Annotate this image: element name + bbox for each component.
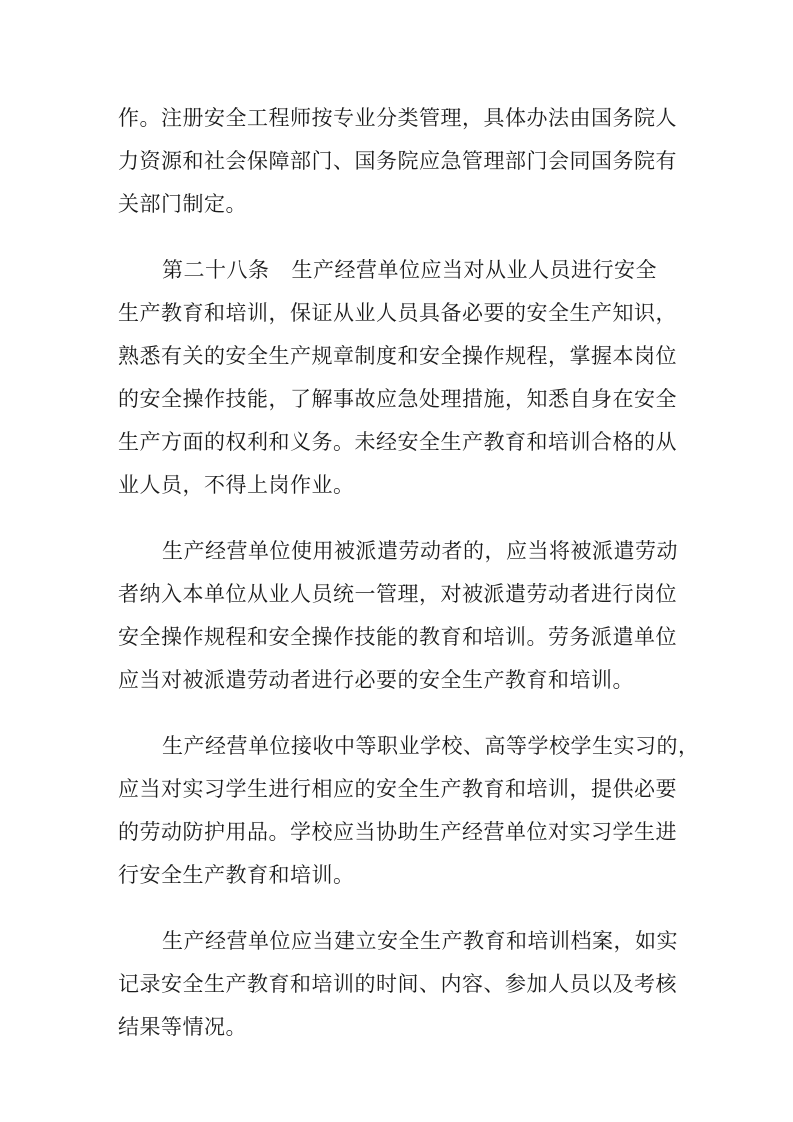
text-line: 业人员，不得上岗作业。 [118, 473, 355, 497]
text-line: 生产经营单位使用被派遣劳动者的，应当将被派遣劳动 [162, 539, 678, 563]
text-line: 应当对实习学生进行相应的安全生产教育和培训，提供必要 [118, 777, 677, 801]
text-line: 力资源和社会保障部门、国务院应急管理部门会同国务院有 [118, 149, 677, 173]
article-text: 生产经营单位应当对从业人员进行安全 [291, 258, 657, 282]
text-line: 者纳入本单位从业人员统一管理，对被派遣劳动者进行岗位 [118, 582, 677, 606]
text-line: 生产经营单位接收中等职业学校、高等学校学生实习的， [162, 734, 700, 758]
text-line: 作。注册安全工程师按专业分类管理，具体办法由国务院人 [118, 106, 677, 130]
text-line: 的劳动防护用品。学校应当协助生产经营单位对实习学生进 [118, 820, 677, 844]
text-line: 结果等情况。 [118, 1015, 247, 1039]
text-line: 熟悉有关的安全生产规章制度和安全操作规程，掌握本岗位 [118, 344, 677, 368]
text-line: 生产方面的权利和义务。未经安全生产教育和培训合格的从 [118, 430, 677, 454]
text-line: 的安全操作技能，了解事故应急处理措施，知悉自身在安全 [118, 387, 677, 411]
text-line: 行安全生产教育和培训。 [118, 863, 355, 887]
text-line: 安全操作规程和安全操作技能的教育和培训。劳务派遣单位 [118, 625, 677, 649]
text-line: 生产教育和培训，保证从业人员具备必要的安全生产知识， [118, 301, 677, 325]
text-line: 应当对被派遣劳动者进行必要的安全生产教育和培训。 [118, 668, 634, 692]
text-line: 记录安全生产教育和培训的时间、内容、参加人员以及考核 [118, 972, 677, 996]
text-line [162, 256, 793, 284]
text-line: 生产经营单位应当建立安全生产教育和培训档案，如实 [162, 929, 678, 953]
text-line: 关部门制定。 [118, 192, 247, 216]
article-number: 第二十八条 [162, 258, 270, 282]
